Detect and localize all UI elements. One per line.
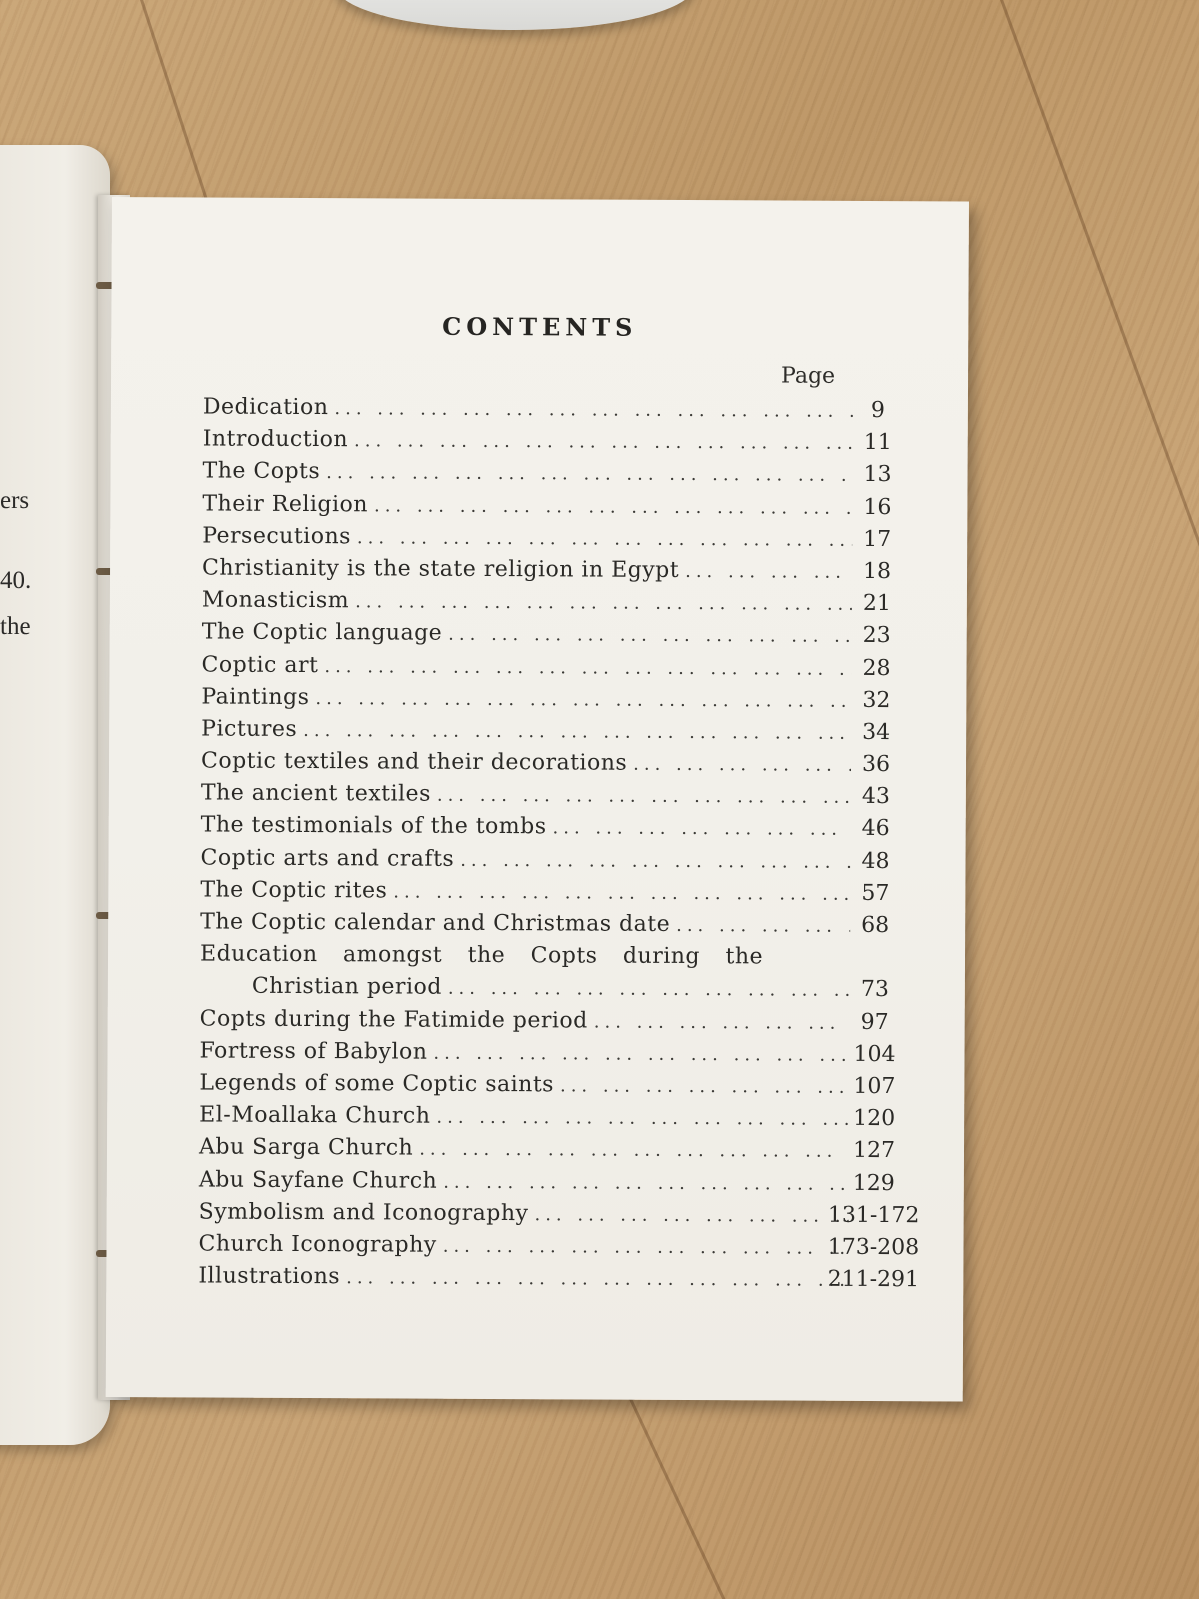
toc-entry-page: 11 [863,430,892,456]
wood-grain-seam [1000,0,1199,1597]
toc-entry-title: The Coptic rites [200,877,388,904]
dot-leader [374,495,852,519]
toc-entry-title: The Copts [202,458,321,485]
toc-entry [200,877,890,913]
toc-entry-title: Education amongst the Copts during the [199,941,764,970]
dot-leader [393,881,850,904]
dot-leader [560,1075,849,1098]
toc-entry-page: 211-291 [827,1266,920,1293]
toc-entry-page: 97 [860,1009,889,1035]
dot-leader [324,656,851,680]
contents-page [106,197,969,1401]
toc-entry [202,523,892,559]
toc-entry-page: 17 [863,526,892,552]
toc-entry-title: El-Moallaka Church [199,1102,431,1129]
toc-entry [201,651,891,688]
toc-entry [201,619,891,656]
dot-leader [354,430,853,454]
dot-leader [303,720,851,744]
toc-entry [201,587,891,624]
toc-entry-title: Copts during the Fatimide period [199,1006,588,1034]
dot-leader [315,688,851,712]
toc-entry-page: 127 [852,1138,896,1164]
toc-entry-page: 16 [863,494,892,520]
toc-entry-title: Coptic arts and crafts [200,845,455,872]
toc-entry-title: Persecutions [202,523,352,550]
toc-entry [202,426,892,463]
toc-entry-title: Illustrations [198,1263,341,1290]
toc-entry [200,974,889,1010]
dot-leader [443,1171,849,1194]
left-book-page [0,145,110,1445]
toc-entry [199,1006,889,1042]
toc-entry-page: 13 [863,462,892,488]
dot-leader [534,1204,848,1227]
toc-entry [201,684,891,720]
toc-entry [198,1231,920,1267]
dot-leader [437,785,851,808]
toc-entry [198,1263,920,1300]
toc-entry [200,909,890,945]
toc-entry [200,780,890,817]
dot-leader [443,1236,849,1259]
toc-entry [202,458,892,495]
left-page-text-fragment: ers [0,487,30,514]
toc-entry-page: 107 [853,1073,896,1100]
toc-entry-title: Christian period [251,974,442,1001]
toc-entry-title: Christianity is the state religion in Egypt [201,555,680,583]
toc-entry [202,491,892,527]
toc-entry [201,716,891,752]
toc-entry-page: 21 [862,591,891,617]
toc-entry-title: Coptic art [201,651,319,678]
left-page-text-fragment: the [0,613,31,640]
dot-leader [448,624,852,647]
left-page-text-fragment: 40. [0,567,32,594]
toc-entry-title: Abu Sayfane Church [198,1166,438,1194]
wood-grain-seam [620,1379,792,1599]
dot-leader [436,1107,849,1130]
toc-entry [198,1199,920,1235]
toc-entry-title: Paintings [201,684,310,710]
toc-entry [198,1134,896,1171]
dot-leader [355,591,852,615]
dot-leader [326,463,852,487]
toc-entry-title: Symbolism and Iconography [198,1199,529,1226]
dot-leader [553,818,851,841]
toc-entry-page: 18 [862,558,892,585]
toc-entry-page: 68 [861,912,890,939]
toc-entry [201,555,892,591]
dot-leader [594,1011,850,1033]
wood-grain-seam [140,0,211,209]
dot-leader [334,398,853,422]
toc-entry-page: 23 [862,623,891,649]
toc-entry-page: 73 [860,977,889,1003]
toc-entry [200,845,890,881]
toc-entry-title: The ancient textiles [200,780,431,807]
contents-list [198,394,920,1299]
dot-leader [633,754,851,776]
toc-entry-title: Church Iconography [198,1231,437,1258]
toc-entry-page: 104 [853,1041,896,1067]
toc-entry [200,812,890,849]
toc-entry-page: 131-172 [827,1202,920,1228]
page-column-label: Page [781,363,836,389]
toc-entry-page: 9 [870,397,885,424]
page-title: CONTENTS [442,311,638,342]
toc-entry-title: Monasticism [201,587,350,614]
toc-entry-title: Dedication [202,394,329,421]
dot-leader [357,527,852,551]
toc-entry-page: 173-208 [827,1234,920,1261]
toc-entry [200,942,850,978]
toc-entry-title: Abu Sarga Church [198,1134,414,1161]
toc-entry-title: Introduction [202,426,349,453]
toc-entry-page: 46 [861,816,890,842]
toc-entry-title: Legends of some Coptic saints [199,1070,555,1098]
toc-entry-page: 57 [861,880,890,906]
toc-entry [200,748,891,785]
dot-leader [448,978,850,1001]
toc-entry [198,1166,895,1203]
toc-entry-page: 36 [861,751,891,778]
toc-entry-page: 28 [862,655,891,681]
dot-leader [460,849,850,872]
toc-entry-title: Their Religion [202,491,369,517]
dot-leader [346,1267,848,1291]
toc-entry-title: Coptic textiles and their decorations [200,748,628,776]
dot-leader [419,1139,849,1162]
toc-entry-page: 48 [861,848,890,874]
dot-leader [433,1042,849,1065]
toc-entry-title: The Coptic language [201,619,443,647]
toc-entry [199,1070,896,1106]
toc-entry-page: 120 [853,1106,896,1132]
toc-entry [202,394,885,430]
toc-entry-title: The testimonials of the tombs [200,812,547,840]
toc-entry [199,1102,896,1139]
toc-entry-title: Fortress of Babylon [199,1038,428,1065]
toc-entry-page: 32 [862,687,891,713]
toc-entry-page: 34 [862,719,891,745]
plate-edge [335,0,695,30]
toc-entry-page [820,945,930,946]
toc-entry-title: Pictures [201,716,298,742]
toc-entry-page: 43 [861,784,890,810]
toc-entry-title: The Coptic calendar and Christmas date [200,909,671,937]
toc-entry [199,1038,896,1074]
toc-entry-page: 129 [852,1170,895,1196]
